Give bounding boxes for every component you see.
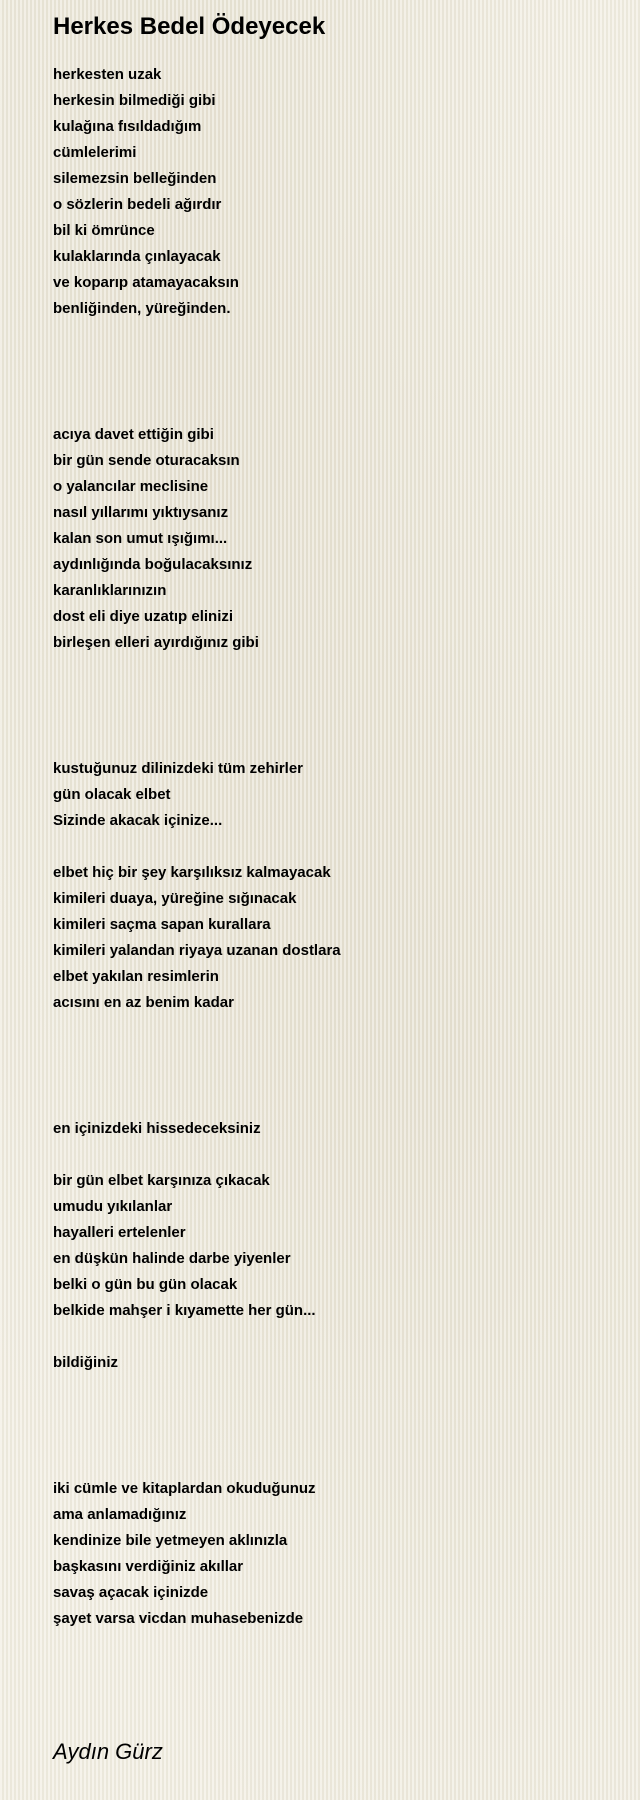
poem-line: kimileri yalandan riyaya uzanan dostlara <box>53 942 341 959</box>
poem-line: kustuğunuz dilinizdeki tüm zehirler <box>53 760 304 777</box>
poem-line: gün olacak elbet <box>53 786 171 803</box>
stanza-4 <box>53 860 613 1016</box>
poem-line: kimileri duaya, yüreğine sığınacak <box>53 890 297 907</box>
stanza-6 <box>53 1168 613 1324</box>
poem-line: iki cümle ve kitaplardan okuduğunuz <box>53 1480 316 1497</box>
poem-line: cümlelerimi <box>53 144 137 161</box>
stanza-gap <box>53 1142 613 1168</box>
poem-line: aydınlığında boğulacaksınız <box>53 556 253 573</box>
poem-line: dost eli diye uzatıp elinizi <box>53 608 234 625</box>
poem-line: belki o gün bu gün olacak <box>53 1276 238 1293</box>
poem-line: elbet yakılan resimlerin <box>53 968 219 985</box>
poem-line: elbet hiç bir şey karşılıksız kalmayacak <box>53 864 331 881</box>
poem-line: nasıl yıllarımı yıktıysanız <box>53 504 229 521</box>
poem-line: o sözlerin bedeli ağırdır <box>53 196 222 213</box>
poem-line: şayet varsa vicdan muhasebenizde <box>53 1610 304 1627</box>
poem-line: o yalancılar meclisine <box>53 478 209 495</box>
poem-line: başkasını verdiğiniz akıllar <box>53 1558 244 1575</box>
poem-line: bir gün sende oturacaksın <box>53 452 240 469</box>
poem-line: herkesten uzak <box>53 66 162 83</box>
poem-line: kimileri saçma sapan kurallara <box>53 916 271 933</box>
stanza-gap <box>53 656 613 756</box>
stanza-gap <box>53 1324 613 1350</box>
poem-line: hayalleri ertelenler <box>53 1224 186 1241</box>
poem-line: herkesin bilmediği gibi <box>53 92 216 109</box>
poem-line: ve koparıp atamayacaksın <box>53 274 239 291</box>
stanza-8 <box>53 1476 613 1632</box>
poem-line: acıya davet ettiğin gibi <box>53 426 214 443</box>
poem-line: kalan son umut ışığımı... <box>53 530 228 547</box>
poem-page <box>53 0 613 1632</box>
poem-title: Herkes Bedel Ödeyecek <box>53 13 326 40</box>
poem-line: silemezsin belleğinden <box>53 170 217 187</box>
poem-line: savaş açacak içinizde <box>53 1584 209 1601</box>
author-signature: Aydın Gürz <box>53 1739 163 1764</box>
stanza-3 <box>53 756 613 834</box>
poem-line: karanlıklarınızın <box>53 582 167 599</box>
stanza-gap <box>53 834 613 860</box>
poem-line: umudu yıkılanlar <box>53 1198 173 1215</box>
poem-line: kulağına fısıldadığım <box>53 118 202 135</box>
poem-line: bir gün elbet karşınıza çıkacak <box>53 1172 270 1189</box>
stanza-7 <box>53 1350 613 1376</box>
poem-line: kendinize bile yetmeyen aklınızla <box>53 1532 288 1549</box>
poem-line: ama anlamadığınız <box>53 1506 187 1523</box>
poem-body <box>53 62 613 1632</box>
poem-line: en içinizdeki hissedeceksiniz <box>53 1120 261 1137</box>
poem-line: birleşen elleri ayırdığınız gibi <box>53 634 259 651</box>
poem-line: belkide mahşer i kıyamette her gün... <box>53 1302 316 1319</box>
poem-line: kulaklarında çınlayacak <box>53 248 221 265</box>
stanza-5 <box>53 1116 613 1142</box>
poem-line: acısını en az benim kadar <box>53 994 234 1011</box>
poem-line: bildiğiniz <box>53 1354 118 1371</box>
stanza-1 <box>53 62 613 322</box>
stanza-2 <box>53 422 613 656</box>
poem-line: en düşkün halinde darbe yiyenler <box>53 1250 291 1267</box>
stanza-gap <box>53 322 613 422</box>
stanza-gap <box>53 1016 613 1116</box>
poem-line: benliğinden, yüreğinden. <box>53 300 231 317</box>
poem-line: bil ki ömrünce <box>53 222 155 239</box>
poem-line: Sizinde akacak içinize... <box>53 812 223 829</box>
stanza-gap <box>53 1376 613 1476</box>
